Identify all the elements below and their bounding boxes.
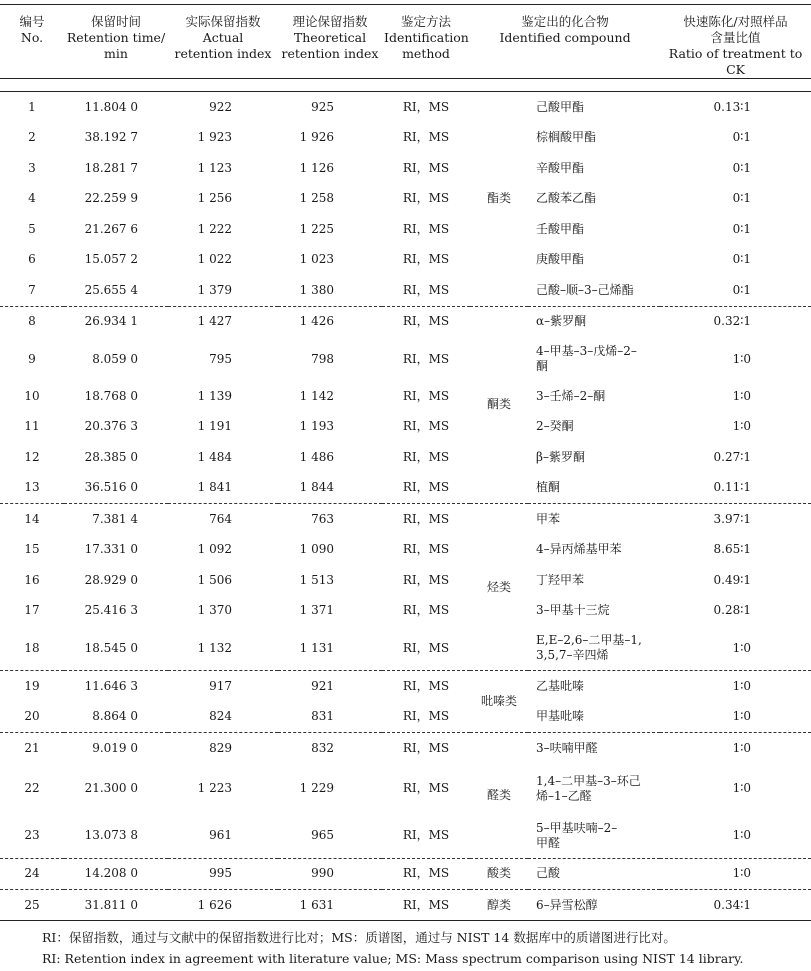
theoretical-index-cell: 1 926 bbox=[299, 130, 334, 145]
theoretical-index-cell: 1 131 bbox=[299, 640, 334, 655]
compound-cell: 5–甲基呋喃–2– 甲醛 bbox=[536, 820, 618, 850]
actual-index-cell: 1 191 bbox=[197, 419, 232, 434]
method-cell: RI，MS bbox=[402, 419, 450, 434]
header-method: 鉴定方法 Identification method bbox=[384, 14, 469, 61]
compound-cell: 己酸 bbox=[536, 866, 561, 881]
header-retention-time: 保留时间 Retention time/ min bbox=[66, 14, 166, 61]
method-cell: RI，MS bbox=[402, 542, 450, 557]
no-cell: 4 bbox=[28, 191, 36, 206]
table-row bbox=[0, 381, 811, 412]
method-cell: RI，MS bbox=[402, 897, 450, 912]
ratio-cell: 1∶0 bbox=[732, 866, 752, 881]
actual-index-cell: 917 bbox=[209, 678, 232, 693]
table-row bbox=[0, 858, 811, 890]
retention-time-cell: 20.376 3 bbox=[84, 419, 138, 434]
table-row bbox=[0, 214, 811, 245]
compound-cell: 丁羟甲苯 bbox=[536, 572, 585, 587]
ratio-cell: 1∶0 bbox=[732, 640, 752, 655]
no-cell: 14 bbox=[24, 511, 40, 526]
group-label: 酯类 bbox=[486, 191, 511, 206]
table-row bbox=[0, 92, 811, 123]
retention-time-cell: 15.057 2 bbox=[84, 252, 138, 267]
actual-index-cell: 795 bbox=[209, 351, 232, 366]
theoretical-index-cell: 1 513 bbox=[299, 572, 334, 587]
table-row bbox=[0, 890, 811, 921]
actual-index-cell: 1 223 bbox=[197, 781, 232, 795]
method-cell: RI，MS bbox=[402, 252, 450, 267]
compound-cell: 3–壬烯–2–酮 bbox=[536, 388, 606, 403]
actual-index-cell: 1 256 bbox=[197, 191, 232, 206]
theoretical-index-cell: 763 bbox=[311, 511, 334, 526]
retention-time-cell: 17.331 0 bbox=[84, 542, 138, 557]
no-cell: 2 bbox=[28, 130, 36, 145]
group-block bbox=[0, 890, 811, 921]
theoretical-index-cell: 1 142 bbox=[299, 388, 334, 403]
group-block bbox=[0, 671, 811, 733]
method-cell: RI，MS bbox=[402, 511, 450, 526]
no-cell: 7 bbox=[28, 282, 36, 297]
actual-index-cell: 922 bbox=[209, 99, 232, 114]
theoretical-index-cell: 1 258 bbox=[299, 191, 334, 206]
retention-time-cell: 9.019 0 bbox=[92, 740, 138, 755]
no-cell: 23 bbox=[24, 828, 40, 842]
compound-cell: 3–呋喃甲醛 bbox=[536, 740, 598, 755]
actual-index-cell: 1 427 bbox=[197, 314, 232, 329]
compound-cell: 2–癸酮 bbox=[536, 419, 574, 434]
actual-index-cell: 764 bbox=[209, 511, 232, 526]
header-theoretical-index: 理论保留指数 Theoretical retention index bbox=[281, 14, 379, 61]
actual-index-cell: 1 626 bbox=[197, 897, 232, 912]
table-row bbox=[0, 626, 811, 671]
group-label: 吡嗪类 bbox=[480, 694, 517, 708]
method-cell: RI，MS bbox=[402, 480, 450, 495]
retention-time-cell: 25.416 3 bbox=[84, 603, 138, 618]
compound-cell: 壬酸甲酯 bbox=[536, 221, 585, 236]
compound-cell: 3–甲基十三烷 bbox=[536, 603, 610, 618]
retention-time-cell: 18.545 0 bbox=[84, 640, 138, 655]
table-row bbox=[0, 153, 811, 184]
compound-cell: 棕榈酸甲酯 bbox=[536, 130, 597, 145]
compound-cell: 1,4–二甲基–3–环己 烯–1–乙醛 bbox=[536, 773, 641, 803]
theoretical-index-cell: 1 126 bbox=[299, 160, 334, 175]
no-cell: 20 bbox=[24, 709, 40, 724]
compound-cell: 4–异丙烯基甲苯 bbox=[536, 542, 622, 557]
table-row bbox=[0, 596, 811, 627]
group-block bbox=[0, 858, 811, 890]
retention-time-cell: 7.381 4 bbox=[92, 511, 138, 526]
no-cell: 22 bbox=[24, 781, 40, 795]
ratio-cell: 0.28∶1 bbox=[713, 603, 752, 618]
ratio-cell: 0.49∶1 bbox=[713, 572, 752, 587]
ratio-cell: 0∶1 bbox=[732, 221, 752, 236]
no-cell: 1 bbox=[28, 99, 36, 114]
no-cell: 15 bbox=[24, 542, 40, 557]
no-cell: 13 bbox=[24, 480, 40, 495]
method-cell: RI，MS bbox=[402, 781, 450, 795]
ratio-cell: 1∶0 bbox=[732, 828, 752, 842]
method-cell: RI，MS bbox=[402, 678, 450, 693]
actual-index-cell: 1 123 bbox=[197, 160, 232, 175]
no-cell: 8 bbox=[28, 314, 36, 329]
no-cell: 16 bbox=[24, 572, 40, 587]
theoretical-index-cell: 832 bbox=[311, 740, 334, 755]
actual-index-cell: 1 841 bbox=[197, 480, 232, 495]
retention-time-cell: 11.804 0 bbox=[84, 99, 138, 114]
compound-cell: 己酸甲酯 bbox=[536, 99, 585, 114]
compound-cell: α–紫罗酮 bbox=[536, 314, 587, 329]
compound-cell: 甲基吡嗪 bbox=[536, 709, 585, 724]
theoretical-index-cell: 831 bbox=[311, 709, 334, 724]
group-block bbox=[0, 504, 811, 671]
header-ratio: 快速陈化/对照样品 含量比值 Ratio of treatment to CK bbox=[668, 14, 803, 77]
retention-time-cell: 31.811 0 bbox=[84, 897, 138, 912]
no-cell: 11 bbox=[24, 419, 40, 434]
retention-time-cell: 21.267 6 bbox=[84, 221, 138, 236]
method-cell: RI，MS bbox=[402, 572, 450, 587]
table-row bbox=[0, 504, 811, 535]
no-cell: 18 bbox=[24, 640, 40, 655]
retention-time-cell: 11.646 3 bbox=[84, 678, 138, 693]
method-cell: RI，MS bbox=[402, 709, 450, 724]
ratio-cell: 0∶1 bbox=[732, 191, 752, 206]
method-cell: RI，MS bbox=[402, 314, 450, 329]
ratio-cell: 0.13∶1 bbox=[713, 99, 752, 114]
group-label: 醇类 bbox=[486, 897, 511, 912]
method-cell: RI，MS bbox=[402, 388, 450, 403]
actual-index-cell: 1 092 bbox=[197, 542, 232, 557]
theoretical-index-cell: 1 193 bbox=[299, 419, 334, 434]
table-row bbox=[0, 123, 811, 154]
compound-cell: β–紫罗酮 bbox=[536, 449, 585, 464]
retention-time-cell: 8.864 0 bbox=[92, 709, 138, 724]
compound-cell: 己酸–顺–3–己烯酯 bbox=[536, 282, 634, 297]
no-cell: 12 bbox=[24, 449, 40, 464]
actual-index-cell: 1 484 bbox=[197, 449, 232, 464]
method-cell: RI，MS bbox=[402, 282, 450, 297]
actual-index-cell: 1 923 bbox=[197, 130, 232, 145]
method-cell: RI，MS bbox=[402, 603, 450, 618]
table-row bbox=[0, 733, 811, 764]
table-row bbox=[0, 764, 811, 814]
ratio-cell: 0∶1 bbox=[732, 130, 752, 145]
actual-index-cell: 1 139 bbox=[197, 388, 232, 403]
note-english: RI: Retention index in agreement with literature value; MS: Mass spectrum comparison using NIST 14 library. bbox=[42, 951, 744, 966]
theoretical-index-cell: 965 bbox=[311, 828, 334, 842]
method-cell: RI，MS bbox=[402, 449, 450, 464]
table-row bbox=[0, 275, 811, 306]
compound-cell: 庚酸甲酯 bbox=[536, 252, 585, 267]
group-block bbox=[0, 733, 811, 859]
table-row bbox=[0, 535, 811, 566]
theoretical-index-cell: 1 844 bbox=[299, 480, 334, 495]
table-row bbox=[0, 442, 811, 473]
group-block bbox=[0, 306, 811, 504]
ratio-cell: 1∶0 bbox=[732, 678, 752, 693]
group-label: 酮类 bbox=[486, 397, 511, 412]
theoretical-index-cell: 1 371 bbox=[299, 603, 334, 618]
table-row bbox=[0, 306, 811, 337]
header-spacer bbox=[0, 79, 811, 92]
ratio-cell: 0.34∶1 bbox=[713, 897, 752, 912]
retention-time-cell: 22.259 9 bbox=[84, 191, 138, 206]
no-cell: 5 bbox=[28, 221, 36, 236]
retention-time-cell: 25.655 4 bbox=[84, 282, 138, 297]
group-label: 烃类 bbox=[486, 579, 511, 594]
no-cell: 21 bbox=[24, 740, 40, 755]
retention-time-cell: 18.281 7 bbox=[84, 160, 138, 175]
theoretical-index-cell: 925 bbox=[311, 99, 334, 114]
no-cell: 24 bbox=[24, 866, 40, 881]
table-row bbox=[0, 473, 811, 504]
method-cell: RI，MS bbox=[402, 740, 450, 755]
actual-index-cell: 995 bbox=[209, 866, 232, 881]
header-compound: 鉴定出的化合物 Identified compound bbox=[499, 14, 631, 45]
theoretical-index-cell: 1 486 bbox=[299, 449, 334, 464]
group-block bbox=[0, 92, 811, 307]
note-chinese: RI：保留指数，通过与文献中的保留指数进行比对；MS：质谱图，通过与 NIST 14 数据库中的质谱图进行比对。 bbox=[42, 930, 676, 945]
no-cell: 10 bbox=[24, 388, 40, 403]
retention-time-cell: 8.059 0 bbox=[92, 351, 138, 366]
method-cell: RI，MS bbox=[402, 130, 450, 145]
theoretical-index-cell: 1 426 bbox=[299, 314, 334, 329]
compound-cell: 植酮 bbox=[536, 480, 561, 495]
ratio-cell: 1∶0 bbox=[732, 388, 752, 403]
retention-time-cell: 28.385 0 bbox=[84, 449, 138, 464]
method-cell: RI，MS bbox=[402, 160, 450, 175]
table-row bbox=[0, 702, 811, 733]
ratio-cell: 0∶1 bbox=[732, 160, 752, 175]
theoretical-index-cell: 1 023 bbox=[299, 252, 334, 267]
theoretical-index-cell: 1 229 bbox=[299, 781, 334, 795]
retention-time-cell: 21.300 0 bbox=[84, 781, 138, 795]
actual-index-cell: 1 022 bbox=[197, 252, 232, 267]
header-row bbox=[0, 0, 811, 79]
compound-cell: 4–甲基–3–戊烯–2– 酮 bbox=[536, 344, 637, 373]
compound-cell: 甲苯 bbox=[536, 511, 561, 526]
retention-time-cell: 36.516 0 bbox=[84, 480, 138, 495]
actual-index-cell: 824 bbox=[209, 709, 232, 724]
top-rule bbox=[0, 4, 811, 5]
no-cell: 25 bbox=[24, 897, 40, 912]
ratio-cell: 1∶0 bbox=[732, 781, 752, 795]
ratio-cell: 0∶1 bbox=[732, 282, 752, 297]
method-cell: RI，MS bbox=[402, 221, 450, 236]
method-cell: RI，MS bbox=[402, 191, 450, 206]
no-cell: 17 bbox=[24, 603, 40, 618]
no-cell: 6 bbox=[28, 252, 36, 267]
method-cell: RI，MS bbox=[402, 866, 450, 881]
retention-time-cell: 18.768 0 bbox=[84, 388, 138, 403]
retention-time-cell: 26.934 1 bbox=[84, 314, 138, 329]
actual-index-cell: 961 bbox=[209, 828, 232, 842]
ratio-cell: 0.27∶1 bbox=[713, 449, 752, 464]
method-cell: RI，MS bbox=[402, 828, 450, 842]
theoretical-index-cell: 990 bbox=[311, 866, 334, 881]
table-row bbox=[0, 337, 811, 381]
theoretical-index-cell: 1 225 bbox=[299, 221, 334, 236]
ratio-cell: 1∶0 bbox=[732, 351, 752, 366]
spacer-cell bbox=[0, 79, 811, 92]
actual-index-cell: 1 506 bbox=[197, 572, 232, 587]
ratio-cell: 0.11∶1 bbox=[713, 480, 752, 495]
header-actual-index: 实际保留指数 Actual retention index bbox=[174, 14, 272, 61]
compound-cell: E,E–2,6–二甲基–1, 3,5,7–辛四烯 bbox=[536, 633, 642, 662]
table-row bbox=[0, 671, 811, 702]
actual-index-cell: 1 132 bbox=[197, 640, 232, 655]
actual-index-cell: 829 bbox=[209, 740, 232, 755]
method-cell: RI，MS bbox=[402, 351, 450, 366]
theoretical-index-cell: 1 090 bbox=[299, 542, 334, 557]
table-row bbox=[0, 565, 811, 596]
theoretical-index-cell: 1 631 bbox=[299, 897, 334, 912]
retention-time-cell: 13.073 8 bbox=[84, 828, 138, 842]
retention-time-cell: 38.192 7 bbox=[84, 130, 138, 145]
ratio-cell: 1∶0 bbox=[732, 709, 752, 724]
actual-index-cell: 1 379 bbox=[197, 282, 232, 297]
ratio-cell: 1∶0 bbox=[732, 419, 752, 434]
table-row bbox=[0, 412, 811, 443]
theoretical-index-cell: 921 bbox=[311, 678, 334, 693]
bottom-rule bbox=[0, 920, 811, 921]
retention-time-cell: 14.208 0 bbox=[84, 866, 138, 881]
ratio-cell: 0.32∶1 bbox=[713, 314, 752, 329]
no-cell: 19 bbox=[24, 678, 40, 693]
compound-cell: 辛酸甲酯 bbox=[536, 160, 585, 175]
header-no: 编号 No. bbox=[19, 14, 45, 45]
theoretical-index-cell: 1 380 bbox=[299, 282, 334, 297]
ratio-cell: 0∶1 bbox=[732, 252, 752, 267]
table-row bbox=[0, 184, 811, 215]
group-label: 醛类 bbox=[486, 787, 511, 802]
compound-cell: 乙基吡嗪 bbox=[536, 678, 585, 693]
retention-time-cell: 28.929 0 bbox=[84, 572, 138, 587]
compound-cell: 乙酸苯乙酯 bbox=[536, 191, 597, 206]
no-cell: 3 bbox=[28, 160, 36, 175]
actual-index-cell: 1 222 bbox=[197, 221, 232, 236]
table-row bbox=[0, 814, 811, 859]
no-cell: 9 bbox=[28, 351, 36, 366]
actual-index-cell: 1 370 bbox=[197, 603, 232, 618]
ratio-cell: 3.97∶1 bbox=[713, 511, 752, 526]
method-cell: RI，MS bbox=[402, 99, 450, 114]
ratio-cell: 1∶0 bbox=[732, 740, 752, 755]
table-row bbox=[0, 245, 811, 276]
theoretical-index-cell: 798 bbox=[311, 351, 334, 366]
compound-cell: 6–异雪松醇 bbox=[536, 897, 598, 912]
group-label: 酸类 bbox=[486, 866, 511, 881]
ratio-cell: 8.65∶1 bbox=[713, 542, 752, 557]
method-cell: RI，MS bbox=[402, 640, 450, 655]
